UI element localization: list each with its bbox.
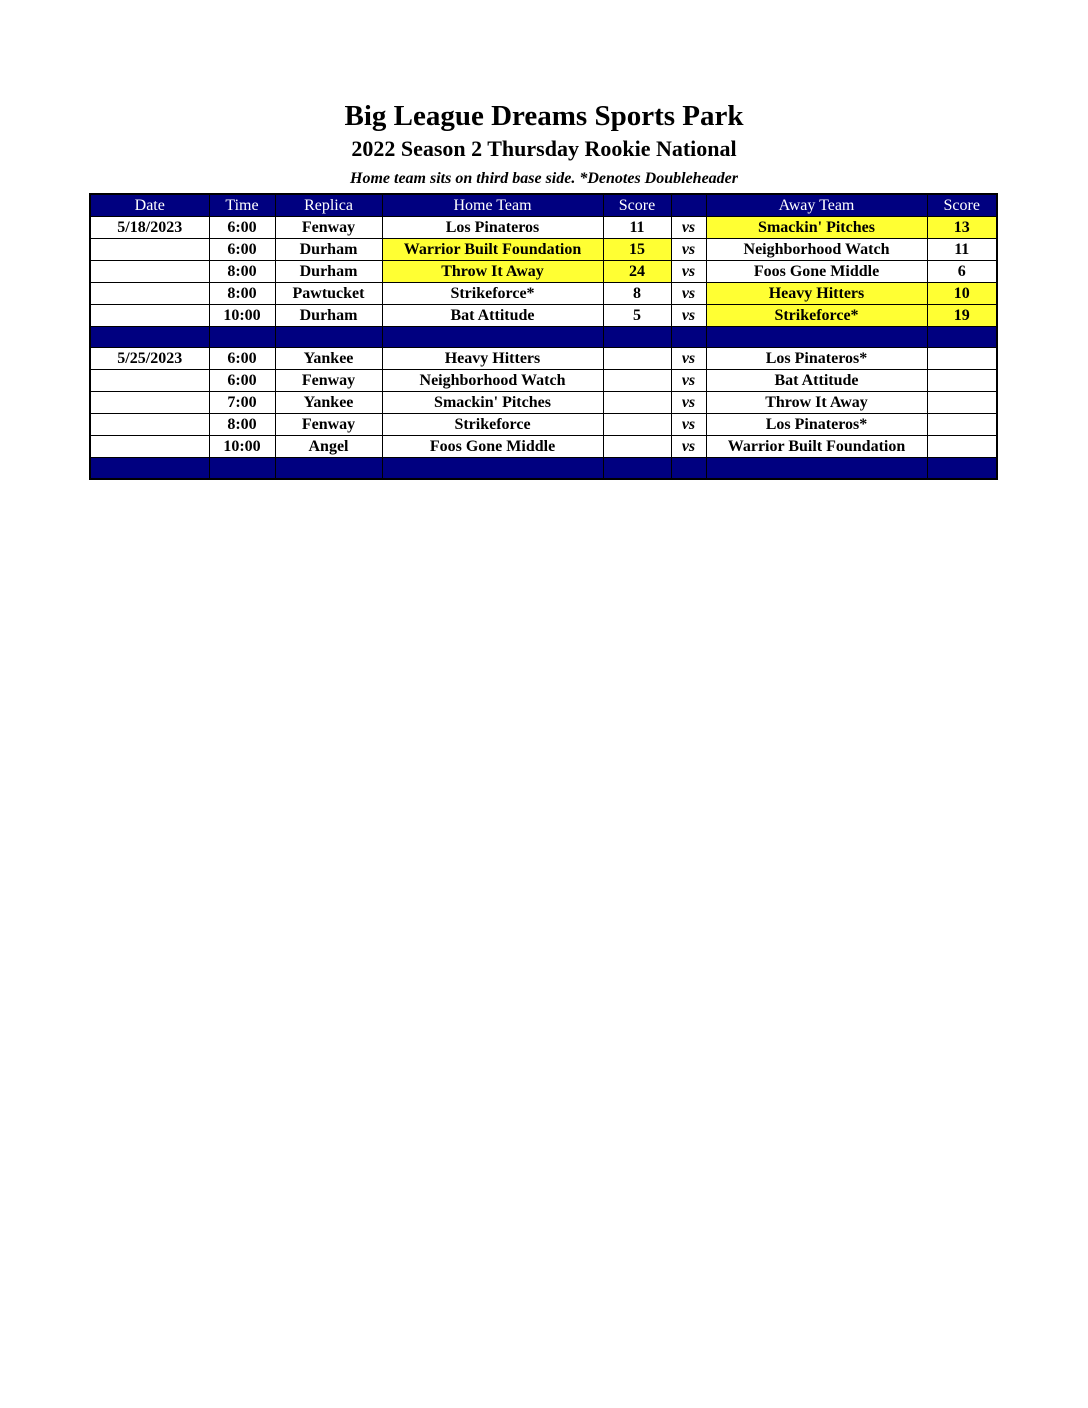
separator-cell (927, 327, 997, 348)
away-team-cell: Los Pinateros* (706, 348, 927, 370)
table-row (90, 392, 997, 414)
home-team-cell: Neighborhood Watch (382, 370, 603, 392)
time-cell: 10:00 (209, 305, 275, 327)
away-score-cell (927, 436, 997, 458)
page-subtitle: 2022 Season 2 Thursday Rookie National (351, 136, 737, 161)
separator-cell (603, 458, 671, 480)
time-cell: 8:00 (209, 414, 275, 436)
vs-cell: vs (671, 305, 706, 327)
column-header-home-team: Home Team (382, 194, 603, 217)
replica-cell: Fenway (275, 217, 382, 239)
away-score-cell: 19 (927, 305, 997, 327)
table-row (90, 217, 997, 239)
away-score-cell (927, 414, 997, 436)
table-row (90, 370, 997, 392)
separator-cell (382, 327, 603, 348)
replica-cell: Durham (275, 261, 382, 283)
separator-cell (671, 327, 706, 348)
separator-cell (209, 458, 275, 480)
vs-cell: vs (671, 239, 706, 261)
time-cell: 8:00 (209, 261, 275, 283)
schedule-body (90, 217, 997, 480)
home-team-cell: Warrior Built Foundation (382, 239, 603, 261)
separator-cell (209, 327, 275, 348)
separator-cell (275, 458, 382, 480)
column-header-date: Date (90, 194, 209, 217)
vs-cell: vs (671, 261, 706, 283)
away-team-cell: Strikeforce* (706, 305, 927, 327)
home-score-cell: 24 (603, 261, 671, 283)
schedule-table (89, 193, 998, 480)
separator-cell (90, 327, 209, 348)
column-header-time: Time (209, 194, 275, 217)
table-row (90, 305, 997, 327)
replica-cell: Yankee (275, 348, 382, 370)
table-row (90, 283, 997, 305)
table-row (90, 436, 997, 458)
home-score-cell: 5 (603, 305, 671, 327)
home-score-cell: 15 (603, 239, 671, 261)
replica-cell: Fenway (275, 414, 382, 436)
time-cell: 6:00 (209, 239, 275, 261)
away-team-cell: Throw It Away (706, 392, 927, 414)
away-team-cell: Warrior Built Foundation (706, 436, 927, 458)
home-team-cell: Bat Attitude (382, 305, 603, 327)
column-header-vs (671, 194, 706, 217)
home-team-cell: Heavy Hitters (382, 348, 603, 370)
vs-cell: vs (671, 392, 706, 414)
home-score-cell (603, 414, 671, 436)
column-header-away-score: Score (927, 194, 997, 217)
schedule-note: Home team sits on third base side. *Denotes Doubleheader (350, 170, 738, 187)
time-cell: 10:00 (209, 436, 275, 458)
separator-cell (706, 327, 927, 348)
replica-cell: Durham (275, 239, 382, 261)
away-score-cell (927, 348, 997, 370)
away-score-cell: 11 (927, 239, 997, 261)
replica-cell: Yankee (275, 392, 382, 414)
table-row (90, 239, 997, 261)
week-separator-row (90, 327, 997, 348)
date-cell (90, 305, 209, 327)
time-cell: 6:00 (209, 217, 275, 239)
separator-cell (90, 458, 209, 480)
date-cell (90, 283, 209, 305)
date-cell: 5/25/2023 (90, 348, 209, 370)
separator-cell (603, 327, 671, 348)
column-header-replica: Replica (275, 194, 382, 217)
table-row (90, 414, 997, 436)
home-score-cell: 11 (603, 217, 671, 239)
vs-cell: vs (671, 414, 706, 436)
vs-cell: vs (671, 283, 706, 305)
page-title: Big League Dreams Sports Park (344, 100, 744, 132)
table-row (90, 348, 997, 370)
home-team-cell: Foos Gone Middle (382, 436, 603, 458)
vs-cell: vs (671, 370, 706, 392)
home-score-cell (603, 348, 671, 370)
home-score-cell (603, 436, 671, 458)
table-row (90, 261, 997, 283)
separator-cell (706, 458, 927, 480)
away-score-cell (927, 392, 997, 414)
away-team-cell: Smackin' Pitches (706, 217, 927, 239)
home-team-cell: Throw It Away (382, 261, 603, 283)
date-cell (90, 261, 209, 283)
away-team-cell: Heavy Hitters (706, 283, 927, 305)
away-score-cell: 6 (927, 261, 997, 283)
separator-cell (671, 458, 706, 480)
date-cell (90, 392, 209, 414)
time-cell: 6:00 (209, 348, 275, 370)
date-cell (90, 414, 209, 436)
home-score-cell: 8 (603, 283, 671, 305)
away-team-cell: Los Pinateros* (706, 414, 927, 436)
separator-cell (927, 458, 997, 480)
column-header-away-team: Away Team (706, 194, 927, 217)
replica-cell: Pawtucket (275, 283, 382, 305)
week-separator-row (90, 458, 997, 480)
column-header-home-score: Score (603, 194, 671, 217)
home-team-cell: Smackin' Pitches (382, 392, 603, 414)
away-score-cell: 13 (927, 217, 997, 239)
home-score-cell (603, 392, 671, 414)
date-cell (90, 436, 209, 458)
separator-cell (382, 458, 603, 480)
away-team-cell: Bat Attitude (706, 370, 927, 392)
replica-cell: Angel (275, 436, 382, 458)
away-score-cell (927, 370, 997, 392)
home-team-cell: Los Pinateros (382, 217, 603, 239)
away-team-cell: Foos Gone Middle (706, 261, 927, 283)
date-cell (90, 239, 209, 261)
time-cell: 6:00 (209, 370, 275, 392)
home-team-cell: Strikeforce* (382, 283, 603, 305)
away-score-cell: 10 (927, 283, 997, 305)
vs-cell: vs (671, 436, 706, 458)
replica-cell: Fenway (275, 370, 382, 392)
home-team-cell: Strikeforce (382, 414, 603, 436)
time-cell: 7:00 (209, 392, 275, 414)
date-cell (90, 370, 209, 392)
home-score-cell (603, 370, 671, 392)
vs-cell: vs (671, 348, 706, 370)
replica-cell: Durham (275, 305, 382, 327)
vs-cell: vs (671, 217, 706, 239)
date-cell: 5/18/2023 (90, 217, 209, 239)
away-team-cell: Neighborhood Watch (706, 239, 927, 261)
time-cell: 8:00 (209, 283, 275, 305)
header-row (90, 194, 997, 217)
separator-cell (275, 327, 382, 348)
